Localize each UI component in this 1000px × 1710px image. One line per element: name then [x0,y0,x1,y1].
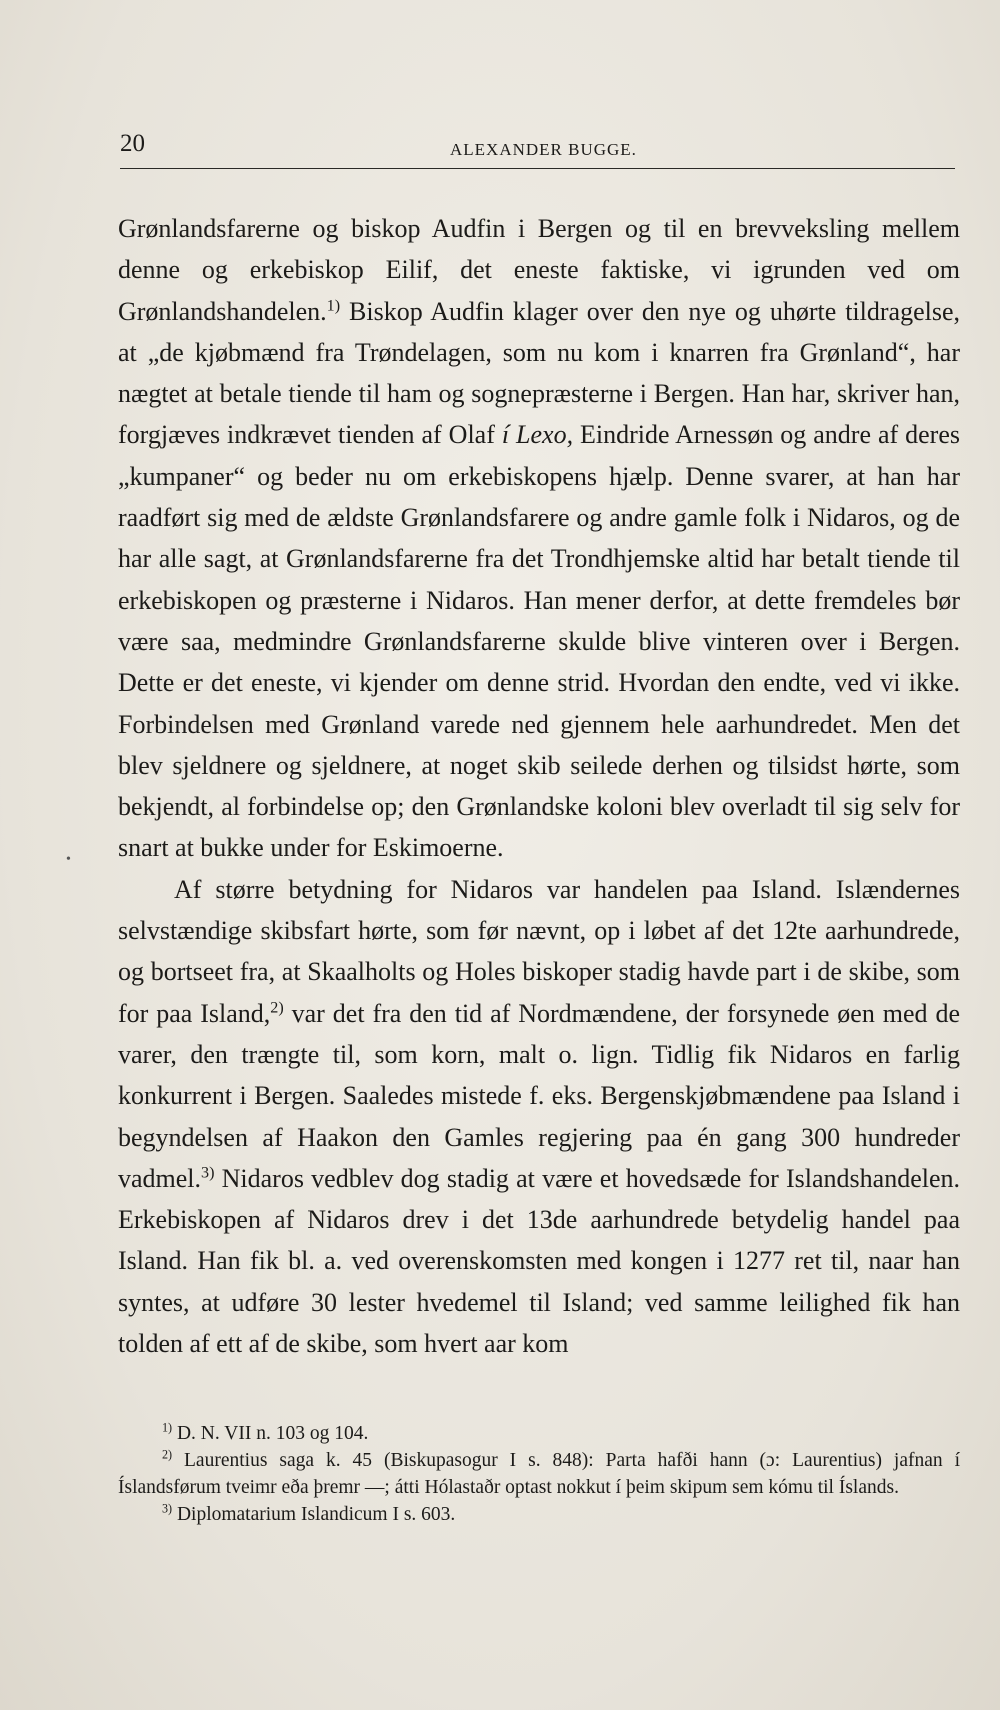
paragraph-1-text-a: Grønlandsfarerne og biskop Audfin i Bergen og til en brevveksling mellem denne og erkebiskop Eilif, det eneste faktiske, vi igrunden ved om Grønlandshandelen. [118,214,960,326]
footnote-1-mark: 1) [162,1420,173,1435]
footnote-3 [118,1501,960,1528]
footnote-1-text: D. N. VII n. 103 og 104. [172,1423,369,1444]
paragraph-1 [118,208,960,869]
footnote-2-mark: 2) [162,1447,173,1462]
footnote-ref-2: 2) [270,998,284,1016]
footnote-2-text: Laurentius saga k. 45 (Biskupasogur I s. 848): Parta hafði hann (ɔ: Laurentius) jafnan í Íslandsførum tveimr eða þremr —; átti Hólastaðr optast nokkut í þeim skipum sem kómu til Íslands. [118,1450,960,1498]
paragraph-1-italic: í Lexo, [501,420,574,450]
page-header [120,128,955,169]
footnotes [118,1420,960,1528]
footnote-2 [118,1447,960,1501]
footnote-3-text: Diplomatarium Islandicum I s. 603. [172,1504,456,1525]
body-text [118,208,960,1364]
paragraph-1-text-b: Biskop Audfin klager over den nye og uhørte tildragelse, at „de kjøbmænd fra Trøndelagen, som nu kom i knarren fra Grønland“, har nægtet at betale tiende til ham og sognepræsterne i Bergen. Han har, skriver han, forgjæves indkrævet tienden af Olaf [118,296,960,450]
paragraph-2-text-c: Nidaros vedblev dog stadig at være et hovedsæde for Islandshandelen. Erkebiskopen af Nidaros drev i det 13de aarhundrede betydelig handel paa Island. Han fik bl. a. ved overenskomsten med kongen i 1277 ret til, naar han syntes, at udføre 30 lester hvedemel til Island; ved samme leilighed fik han tolden af ett af de skibe, som hvert aar kom [118,1163,960,1359]
footnote-3-mark: 3) [162,1501,173,1516]
footnote-ref-3: 3) [201,1164,215,1182]
paragraph-2-text-a: Af større betydning for Nidaros var handelen paa Island. Islændernes selvstændige skibsfart hørte, som før nævnt, op i løbet af det 12te aarhundrede, og bortseet fra, at Skaalholts og Holes biskoper stadig havde part i de skibe, som for paa Island, [118,874,960,1028]
footnote-1 [118,1420,960,1447]
margin-mark: • [66,852,71,867]
page-number: 20 [120,130,145,157]
paragraph-2 [118,869,960,1365]
paragraph-1-text-c: Eindride Arnessøn og andre af deres „kumpaner“ og beder nu om erkebiskopens hjælp. Denne svarer, at han har raadført sig med de ældste Grønlandsfarere og andre gamle folk i Nidaros, og de har alle sagt, at Grønlandsfarerne fra det Trondhjemske altid har betalt tiende til erkebiskopen og præsterne i Nidaros. Han mener derfor, at dette fremdeles bør være saa, medmindre Grønlandsfarerne skulde blive vinteren over i Bergen. Dette er det eneste, vi kjender om denne strid. Hvordan den endte, ved vi ikke. Forbindelsen med Grønland varede ned gjennem hele aarhundredet. Men det blev sjeldnere og sjeldnere, at noget skib seilede derhen og tilsidst hørte, som bekjendt, al forbindelse op; den Grønlandske koloni blev overladt til sig selv for snart at bukke under for Eskimoerne. [118,420,960,863]
paragraph-2-text-b: var det fra den tid af Nordmændene, der forsynede øen med de varer, den trængte til, som korn, malt o. lign. Tidlig fik Nidaros en farlig konkurrent i Bergen. Saaledes mistede f. eks. Bergenskjøbmændene paa Island i begyndelsen af Haakon den Gamles regjering paa én gang 300 hundreder vadmel. [118,998,961,1193]
running-head: ALEXANDER BUGGE. [450,140,637,159]
footnote-ref-1: 1) [326,296,341,314]
